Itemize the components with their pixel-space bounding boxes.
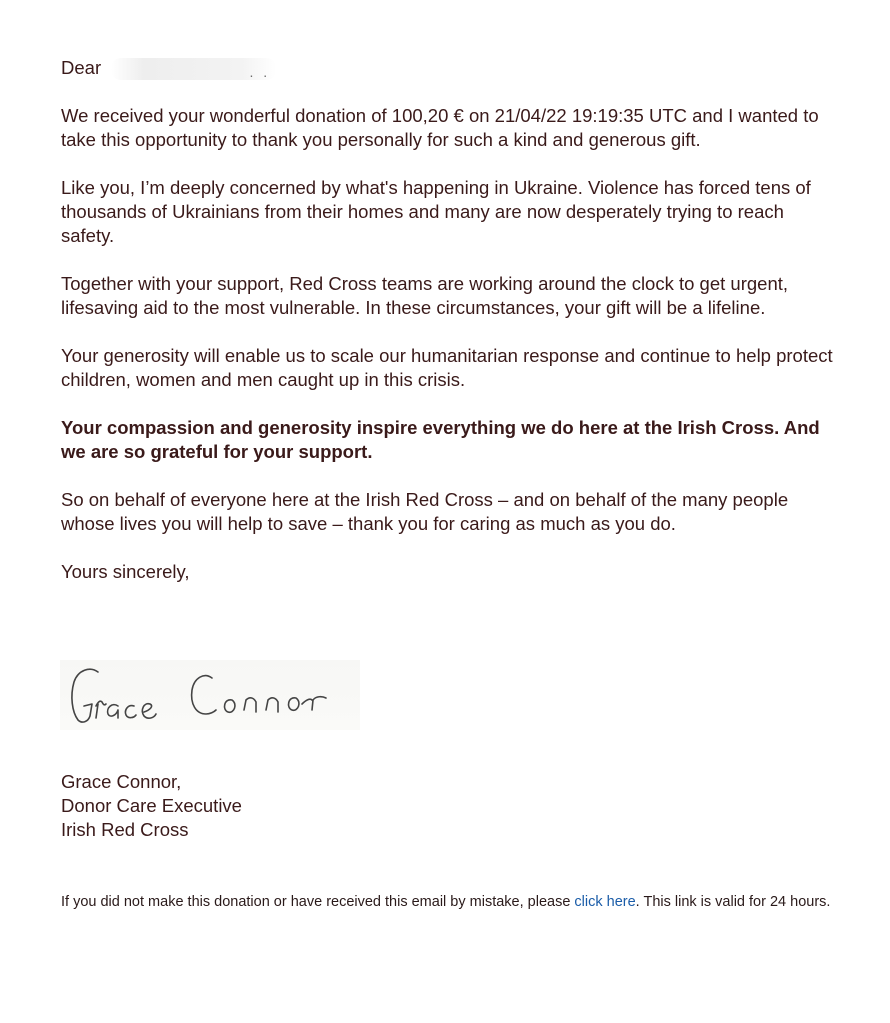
signature-image [60, 660, 360, 730]
footer-notice [61, 891, 851, 914]
greeting-text: Dear [61, 57, 102, 78]
signatory-name: Grace Connor, [61, 771, 182, 792]
paragraph-compassion-bold: Your compassion and generosity inspire everything we do here at the Irish Cross. And we are so grateful for your support. [61, 417, 820, 463]
paragraph-red-cross-teams: Together with your support, Red Cross teams are working around the clock to get urgent, lifesaving aid to the most vulnerable. In these circumstances, your gift will be a lifeline. [61, 273, 789, 319]
signatory-title: Donor Care Executive [61, 795, 242, 816]
paragraph-ukraine: Like you, I’m deeply concerned by what's happening in Ukraine. Violence has forced tens of thousands of Ukrainians from their homes and many are now desperately trying to reach safety. [61, 177, 811, 247]
click-here-link[interactable]: click here [574, 894, 636, 910]
letter-body [61, 56, 841, 584]
paragraph-donation: We received your wonderful donation of 100,20 € on 21/04/22 19:19:35 UTC and I wanted to take this opportunity to thank you personally for such a kind and generous gift. [61, 105, 819, 151]
paragraph-generosity: Your generosity will enable us to scale our humanitarian response and continue to help protect children, women and men caught up in this crisis. [61, 345, 833, 391]
redacted-recipient-name [111, 58, 276, 80]
footer-text-before: If you did not make this donation or have received this email by mistake, please [61, 894, 575, 910]
signatory-organization: Irish Red Cross [61, 819, 189, 840]
signature-block [61, 770, 242, 842]
closing-line: Yours sincerely, [61, 561, 190, 583]
greeting-line [61, 56, 841, 80]
footer-text-after: . This link is valid for 24 hours. [635, 894, 831, 910]
handwritten-signature [60, 660, 360, 730]
redaction-dots: . . [249, 64, 271, 81]
paragraph-thank-you: So on behalf of everyone here at the Irish Red Cross – and on behalf of the many people whose lives you will help to save – thank you for caring as much as you do. [61, 489, 789, 535]
